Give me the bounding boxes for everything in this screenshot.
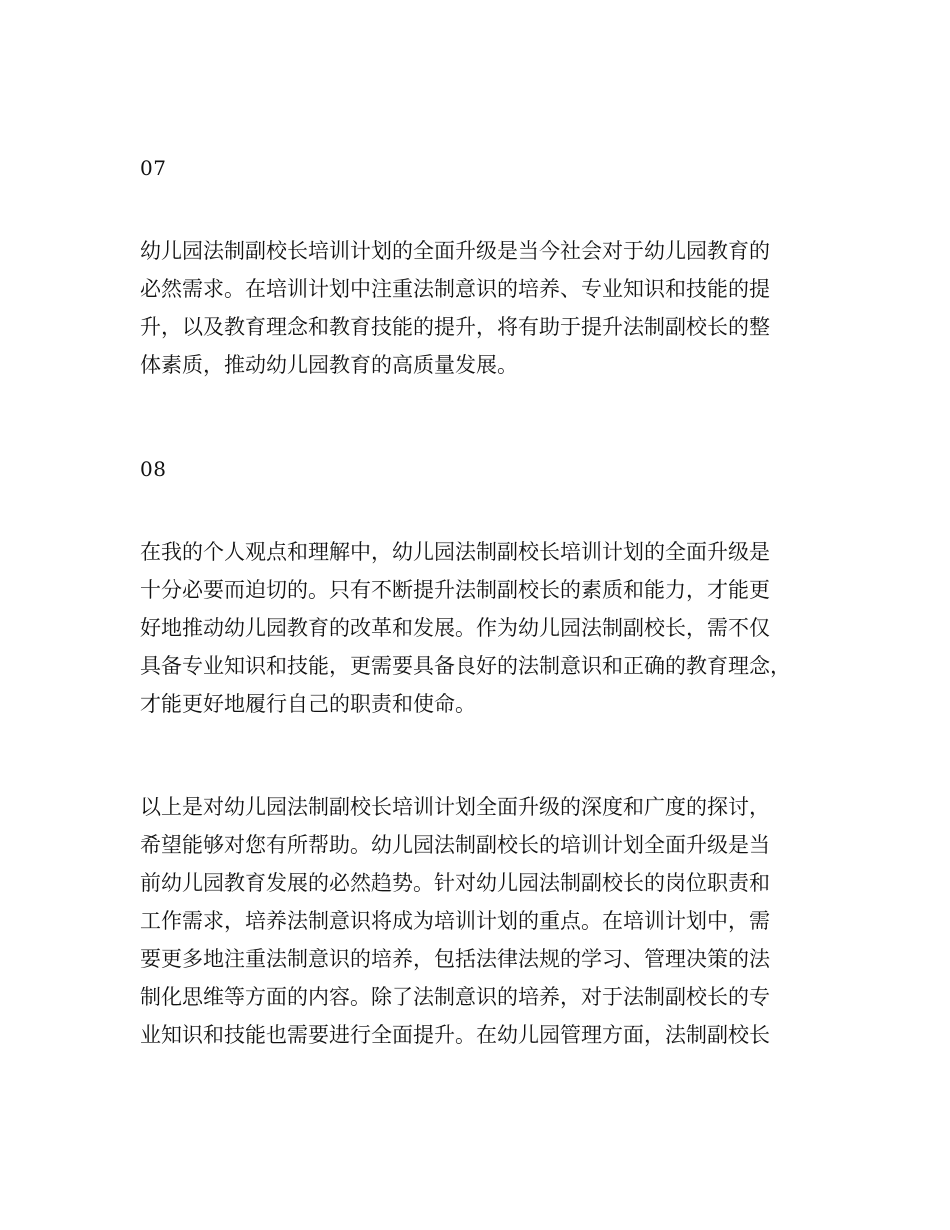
paragraph-line: 幼儿园法制副校长培训计划的全面升级是当今社会对于幼儿园教育的 xyxy=(140,239,770,263)
paragraph-line: 体素质，推动幼儿园教育的高质量发展。 xyxy=(140,353,518,377)
section-number-07: 07 xyxy=(140,156,167,180)
paragraph-line: 在我的个人观点和理解中，幼儿园法制副校长培训计划的全面升级是 xyxy=(140,540,770,564)
paragraph-personal-view xyxy=(140,533,791,723)
paragraph-line: 制化思维等方面的内容。除了法制意识的培养，对于法制副校长的专 xyxy=(140,985,770,1009)
paragraph-line: 必然需求。在培训计划中注重法制意识的培养、专业知识和技能的提 xyxy=(140,277,770,301)
paragraph-line: 具备专业知识和技能，更需要具备良好的法制意识和正确的教育理念， xyxy=(140,654,791,678)
paragraph-line: 十分必要而迫切的。只有不断提升法制副校长的素质和能力，才能更 xyxy=(140,578,770,602)
paragraph-line: 前幼儿园教育发展的必然趋势。针对幼儿园法制副校长的岗位职责和 xyxy=(140,871,770,895)
paragraph-line: 工作需求，培养法制意识将成为培训计划的重点。在培训计划中，需 xyxy=(140,909,770,933)
paragraph-line: 业知识和技能也需要进行全面提升。在幼儿园管理方面，法制副校长 xyxy=(140,1023,770,1047)
paragraph-line: 才能更好地履行自己的职责和使命。 xyxy=(140,692,476,716)
paragraph-line: 以上是对幼儿园法制副校长培训计划全面升级的深度和广度的探讨， xyxy=(140,795,770,819)
paragraph-line: 要更多地注重法制意识的培养，包括法律法规的学习、管理决策的法 xyxy=(140,947,770,971)
section-number-08: 08 xyxy=(140,457,167,481)
paragraph-line: 好地推动幼儿园教育的改革和发展。作为幼儿园法制副校长，需不仅 xyxy=(140,616,770,640)
paragraph-line: 希望能够对您有所帮助。幼儿园法制副校长的培训计划全面升级是当 xyxy=(140,833,770,857)
paragraph-line: 升，以及教育理念和教育技能的提升，将有助于提升法制副校长的整 xyxy=(140,315,770,339)
paragraph-closing-discussion xyxy=(140,788,770,1054)
paragraph-conclusion-summary xyxy=(140,232,770,384)
